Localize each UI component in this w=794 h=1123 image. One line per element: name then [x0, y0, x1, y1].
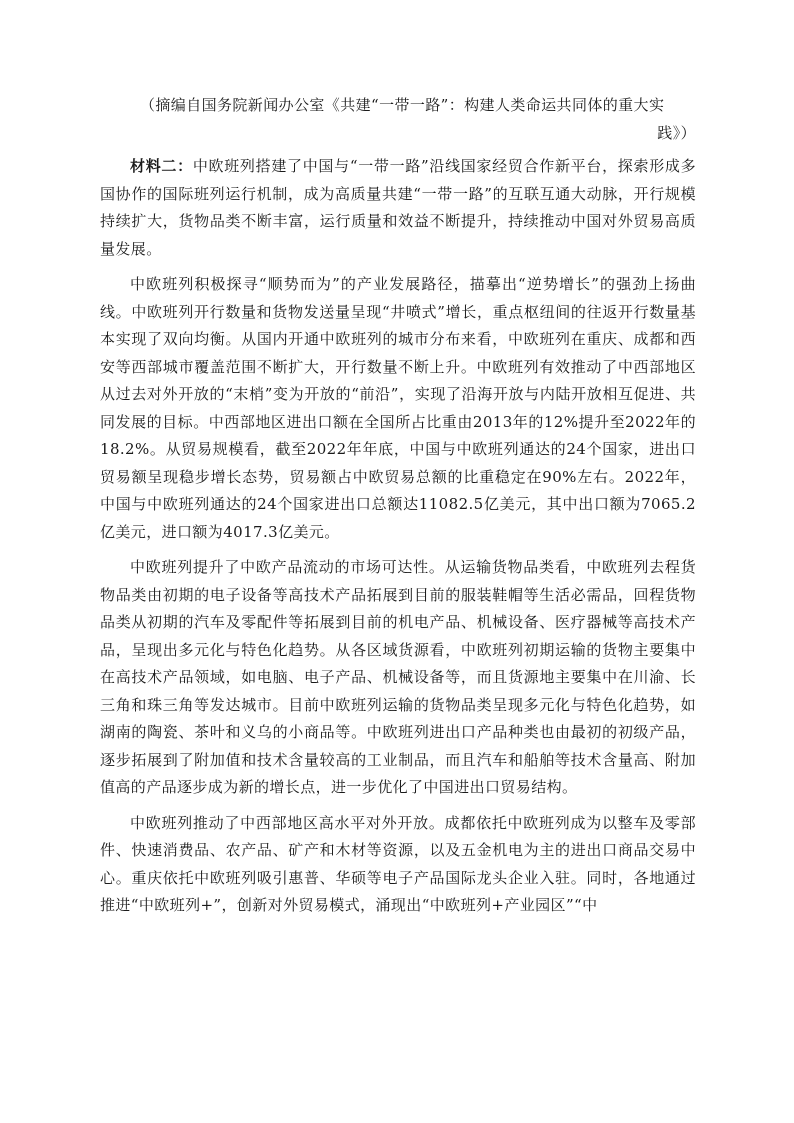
- material2-paragraph-1-text: 中欧班列搭建了中国与“一带一路”沿线国家经贸合作新平台，探索形成多国协作的国际班列运行机制，成为高质量共建“一带一路”的互联互通大动脉，开行规模持续扩大，货物品类不断丰富，运行质量和效益不断提升，持续推动中国对外贸易高质量发展。: [100, 157, 696, 258]
- material2-paragraph-4: 中欧班列推动了中西部地区高水平对外开放。成都依托中欧班列成为以整车及零部件、快速消费品、农产品、矿产和木材等资源，以及五金机电为主的进出口商品交易中心。重庆依托中欧班列吸引惠普、华硕等电子产品国际龙头企业入驻。同时，各地通过推进“中欧班列+”，创新对外贸易模式，涌现出“中欧班列+产业园区”“中: [100, 813, 696, 914]
- citation-source: [100, 92, 696, 147]
- citation-line-1: （摘编自国务院新闻办公室《共建“一带一路”：构建人类命运共同体的重大实: [140, 96, 665, 114]
- material2-paragraph-2: 中欧班列积极探寻“顺势而为”的产业发展路径，描摹出“逆势增长”的强劲上扬曲线。中欧班列开行数量和货物发送量呈现“井喷式”增长，重点枢纽间的往返开行数量基本实现了双向均衡。从国内开通中欧班列的城市分布来看，中欧班列在重庆、成都和西安等西部城市覆盖范围不断扩大，开行数量不断上升。中欧班列有效推动了中西部地区从过去对外开放的“末梢”变为开放的“前沿”，实现了沿海开放与内陆开放相互促进、共同发展的目标。中西部地区进出口额在全国所占比重由2013年的12%提升至2022年的18.2%。从贸易规模看，截至2022年年底，中国与中欧班列通达的24个国家，进出口贸易额呈现稳步增长态势，贸易额占中欧贸易总额的比重稳定在90%左右。2022年，中国与中欧班列通达的24个国家进出口总额达11082.5亿美元，其中出口额为7065.2亿美元，进口额为4017.3亿美元。: [100, 275, 696, 541]
- document-body: [100, 92, 696, 928]
- material2-paragraph-1: [100, 153, 696, 263]
- material2-label: 材料二：: [130, 157, 193, 175]
- material2-paragraph-3: 中欧班列提升了中欧产品流动的市场可达性。从运输货物品类看，中欧班列去程货物品类由初期的电子设备等高技术产品拓展到目前的服装鞋帽等生活必需品，回程货物品类从初期的汽车及零配件等拓展到目前的机电产品、机械设备、医疗器械等高技术产品，呈现出多元化与特色化趋势。从各区域货源看，中欧班列初期运输的货物主要集中在高技术产品领域，如电脑、电子产品、机械设备等，而且货源地主要集中在川渝、长三角和珠三角等发达城市。目前中欧班列运输的货物品类呈现多元化与特色化趋势，如湖南的陶瓷、茶叶和义乌的小商品等。中欧班列进出口产品种类也由最初的初级产品，逐步拓展到了附加值和技术含量较高的工业制品，而且汽车和船舶等技术含量高、附加值高的产品逐步成为新的增长点，进一步优化了中国进出口贸易结构。: [100, 558, 696, 796]
- citation-line-2: 践》）: [657, 123, 696, 142]
